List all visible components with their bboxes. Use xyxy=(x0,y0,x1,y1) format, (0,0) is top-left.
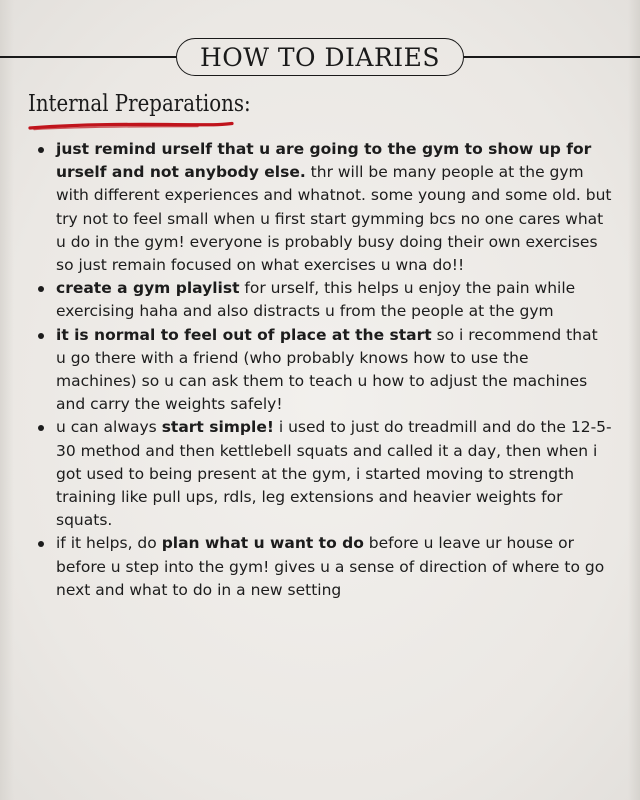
bullet-pre: u can always xyxy=(56,418,162,437)
paper-edge-left xyxy=(0,0,14,800)
bullet-text: before u leave ur house or before u step into the gym! gives u a sense of direction of where to go next and what to do in a new setting xyxy=(56,534,605,599)
bullet-text: i used to just do treadmill and do the 12-5-30 method and then kettlebell squats and called it a day, then when i got used to being present at the gym, i started moving to strength training like pull ups, rdls, leg extensions and heavier weights for squats. xyxy=(56,418,612,530)
bullet-pre: if it helps, do xyxy=(56,534,162,553)
page-title: HOW TO DIARIES xyxy=(199,42,441,72)
bullet-list xyxy=(30,138,612,602)
section-title: Internal Preparations: xyxy=(28,91,251,117)
bullet-dot-icon xyxy=(38,333,44,339)
bullet-text: so i recommend that u go there with a friend (who probably knows how to use the machines) so u can ask them to teach u how to adjust the machines and carry the weights safely! xyxy=(56,325,598,414)
bullet-bold: it is normal to feel out of place at the start xyxy=(56,325,432,344)
bullet-bold: just remind urself that u are going to the gym to show up for urself and not anybody else. xyxy=(56,140,592,182)
header-pill xyxy=(176,38,464,76)
header-rule-left xyxy=(0,56,176,58)
list-item xyxy=(30,416,612,532)
bullet-dot-icon xyxy=(38,425,44,431)
bullet-bold: plan what u want to do xyxy=(161,534,364,553)
red-brush-underline xyxy=(28,120,234,132)
list-item xyxy=(30,277,612,323)
bullet-dot-icon xyxy=(38,286,44,292)
bullet-text: for urself, this helps u enjoy the pain while exercising haha and also distracts u from the people at the gym xyxy=(56,279,576,321)
list-item xyxy=(30,138,612,277)
list-item xyxy=(30,324,612,417)
bullet-bold: create a gym playlist xyxy=(56,279,240,298)
bullet-dot-icon xyxy=(38,147,44,153)
bullet-dot-icon xyxy=(38,541,44,547)
paper-edge-right xyxy=(628,0,640,800)
bullet-bold: start simple! xyxy=(161,418,274,437)
list-item xyxy=(30,532,612,602)
bullet-text: thr will be many people at the gym with different experiences and whatnot. some young and some old. but try not to feel small when u first start gymming bcs no one cares what u do in the gym! everyone is probably busy doing their own exercises so just remain focused on what exercises u wna do!! xyxy=(56,163,612,275)
header-rule-right xyxy=(464,56,640,58)
